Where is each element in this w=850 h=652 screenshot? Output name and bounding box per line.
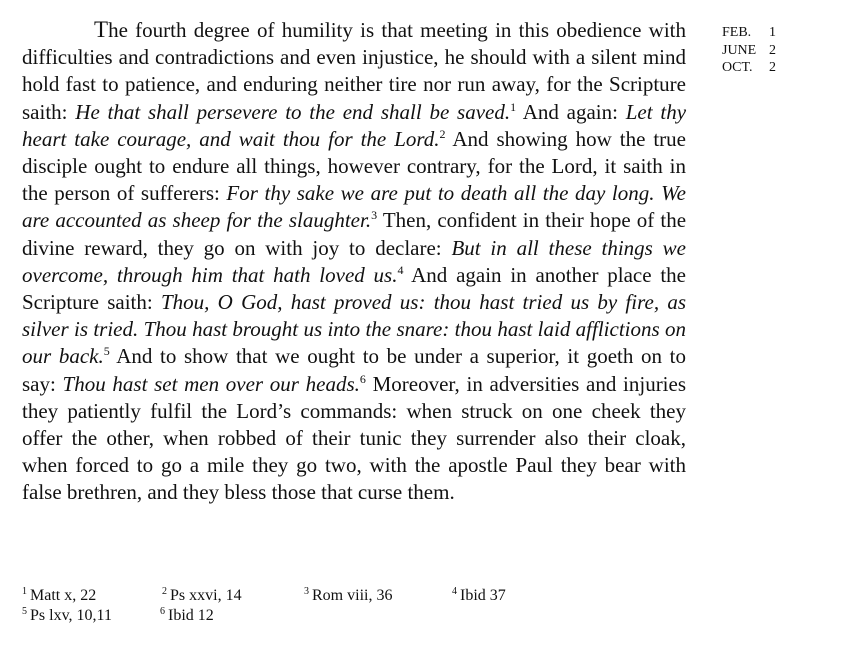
reading-date	[722, 42, 776, 60]
footnote-marker: 2	[439, 126, 446, 141]
footnote-reference: Ibid 12	[168, 607, 214, 624]
footnote-reference: Ps lxv, 10,11	[30, 607, 112, 624]
footnote	[304, 586, 392, 606]
passage-segment: And to show that we ought to be under a superior, it goeth on to say:	[22, 344, 686, 396]
scripture-quote: For thy sake we are put to death all the day long. We are accounted as sheep for the slaughter.	[22, 181, 686, 233]
reading-date	[722, 24, 776, 42]
scripture-quote: He that shall persevere to the end shall be saved.	[75, 99, 511, 124]
footnote-number: 4	[452, 586, 457, 597]
footnote-marker: 6	[359, 371, 366, 386]
date-month: OCT.	[722, 60, 753, 75]
date-day: 1	[769, 25, 776, 40]
footnote-marker: 1	[510, 99, 517, 114]
date-month: JUNE	[722, 42, 757, 58]
footnote-reference: Ps xxvi, 14	[170, 587, 242, 604]
passage-segment: And again:	[516, 99, 626, 124]
date-day: 2	[769, 60, 776, 75]
footnote-marker: 3	[371, 208, 378, 223]
scripture-quote: Thou, O God, hast proved us: thou hast tried us by fire, as silver is tried. Thou hast brought us into the snare: thou hast laid afflictions on our back.	[22, 290, 686, 369]
footnote-number: 5	[22, 606, 27, 617]
footnote	[22, 606, 112, 626]
passage-segment: And again in another place the Scripture saith:	[22, 262, 686, 315]
footnote-reference: Ibid 37	[460, 587, 506, 604]
reading-dates	[722, 24, 776, 77]
scripture-quote: Thou hast set men over our heads.	[62, 371, 360, 396]
scripture-quote: But in all these things we overcome, through him that hath loved us.	[22, 235, 686, 287]
passage-segment: he fourth degree of humility is that meeting in this obedience with difficulties and contradictions and even injustice, he should with a silent mind hold fast to patience, and enduring neither tire nor run away, for the Scripture saith:	[22, 18, 686, 124]
footnote-number: 6	[160, 606, 165, 617]
footnote-number: 3	[304, 586, 309, 597]
date-day: 2	[769, 42, 776, 58]
footnote	[452, 586, 506, 606]
dropcap-letter: T	[94, 17, 109, 42]
passage-segment: Then, confident in their hope of the divine reward, they go on with joy to declare:	[22, 208, 687, 260]
footnote-marker: 4	[397, 262, 404, 277]
footnote-marker: 5	[103, 344, 110, 359]
passage-text	[22, 16, 686, 507]
footnote	[162, 586, 242, 606]
scripture-quote: Let thy heart take courage, and wait thou for the Lord.	[22, 99, 687, 151]
footnote	[160, 606, 214, 626]
footnote-number: 2	[162, 586, 167, 597]
passage-segment: And showing how the true disciple ought to endure all things, however contrary, for the Lord, it saith in the person of sufferers:	[22, 126, 686, 206]
footnote-reference: Rom viii, 36	[312, 587, 393, 604]
passage-segment: Moreover, in adversities and injuries they patiently fulfil the Lord’s commands: when struck on one cheek they offer the other, when robbed of their tunic they surrender also their cloak, when forced to go a mile they go two, with the apostle Paul they bear with false brethren, and they bless those that curse them.	[22, 371, 687, 505]
footnote	[22, 586, 96, 606]
date-month: FEB.	[722, 25, 752, 40]
footnote-reference: Matt x, 22	[30, 587, 97, 604]
reading-date	[722, 59, 776, 77]
footnote-number: 1	[22, 586, 27, 597]
